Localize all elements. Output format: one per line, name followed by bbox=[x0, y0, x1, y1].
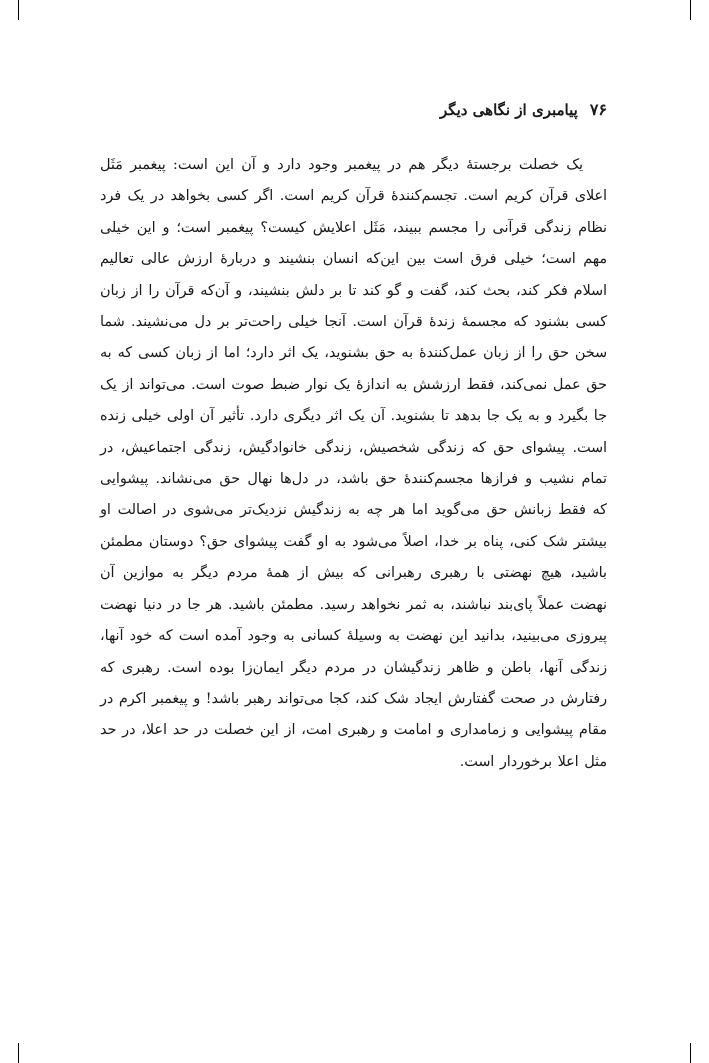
crop-mark bbox=[690, 1043, 691, 1063]
running-head bbox=[100, 100, 607, 130]
crop-mark bbox=[18, 1043, 19, 1063]
book-page bbox=[100, 100, 607, 778]
crop-mark bbox=[690, 0, 691, 20]
page-number: ۷۶ bbox=[589, 100, 607, 119]
running-title: پیامبری از نگاهی دیگر bbox=[440, 101, 578, 119]
body-paragraph: یک خصلت برجستهٔ دیگر هم در پیغمبر وجود دارد و آن این است: پیغمبر مَثَل اعلای قرآن کریم است. تجسم‌کنندهٔ قرآن کریم است. اگر کسی بخواهد در یک فرد نظام زندگی قرآنی را مجسم ببیند، مَثَل اعلایش کیست؟ پیغمبر است؛ و این خیلی مهم است؛ خیلی فرق است بین این‌که انسان بنشیند و دربارهٔ ارزش عالی تعالیم اسلام فکر کند، بحث کند، گفت و گو کند تا بر دلش بنشیند، و آن‌که قرآن را از زبان کسی بشنود که مجسمهٔ زندهٔ قرآن است. آنجا خیلی راحت‌تر بر دل می‌نشیند. شما سخن حق را از زبان عمل‌کنندهٔ به حق بشنوید، یک اثر دارد؛ اما از زبان کسی که به حق عمل نمی‌کند، فقط ارزشش به اندازهٔ یک نوار ضبط صوت است. می‌تواند از یک جا بگیرد و به یک جا بدهد تا بشنوید. آن یک اثر دیگری دارد. تأثیر آن اولی خیلی زنده است. پیشوای حق که زندگی شخصیش، زندگی خانوادگیش، زندگی اجتماعیش، در تمام نشیب و فرازها مجسم‌کنندهٔ حق باشد، در دل‌ها نهال حق می‌نشاند. پیشوایی که فقط زبانش حق می‌گوید اما هر چه به زندگیش نزدیک‌تر می‌شوی در اصالت او بیشتر شک کنی، پناه بر خدا، اصلاً می‌شود به او گفت پیشوای حق؟ دوستان مطمئن باشید، هیچ نهضتی با رهبری رهبرانی که بیش از همهٔ مردم دیگر به موازین آن نهضت عملاً پای‌بند نباشند، به ثمر نخواهد رسید. مطمئن باشید. هر جا در دنیا نهضت پیروزی می‌بینید، بدانید این نهضت به وسیلهٔ کسانی به وجود آمده است که خود آنها، زندگی آنها، باطن و ظاهر زندگیشان در مردم دیگر ایمان‌زا بوده است. رهبری که رفتارش در صحت گفتارش ایجاد شک کند، کجا می‌تواند رهبر باشد! و پیغمبر اکرم در مقام پیشوایی و زمامداری و امامت و رهبری امت، از این خصلت در حد اعلا، در حد مثل اعلا برخوردار است. bbox=[100, 157, 607, 770]
crop-mark bbox=[18, 0, 19, 20]
